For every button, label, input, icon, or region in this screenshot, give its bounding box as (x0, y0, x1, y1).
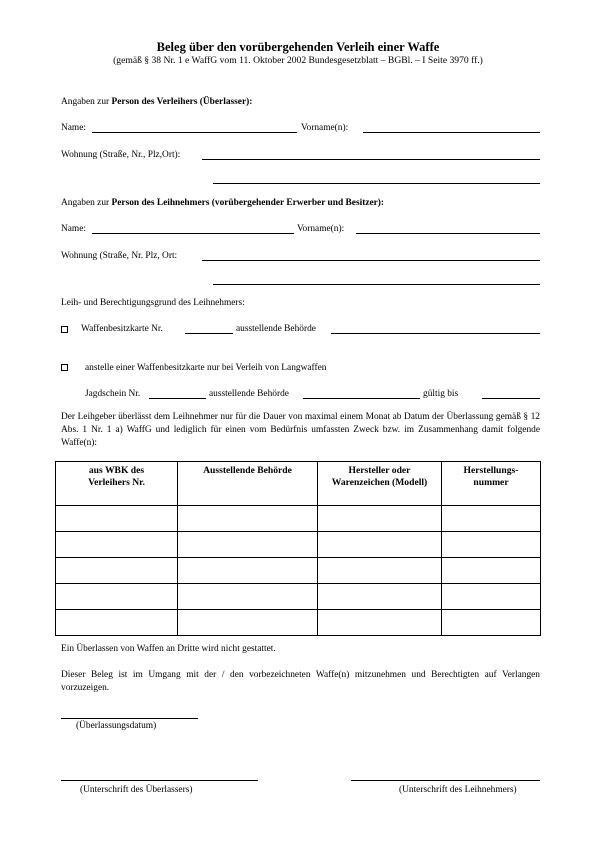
reason-heading: Leih- und Berechtigungsgrund des Leihnehmers: (61, 298, 245, 308)
table-cell[interactable] (442, 584, 541, 610)
lender-first-name-label: Vorname(n): (301, 123, 349, 133)
option-wbk-label: Waffenbesitzkarte Nr. (81, 324, 163, 334)
table-row (56, 584, 541, 610)
hunting-license-valid-label: gültig bis (423, 389, 459, 399)
column-header-manufacturer: Hersteller oder Warenzeichen (Modell) (318, 462, 442, 506)
table-header-row (56, 462, 541, 506)
table-cell[interactable] (442, 506, 541, 532)
borrower-signature-field[interactable] (351, 780, 540, 781)
table-cell[interactable] (318, 584, 442, 610)
table-cell[interactable] (178, 558, 318, 584)
borrower-heading (61, 199, 384, 208)
table-cell[interactable] (178, 532, 318, 558)
borrower-first-name-field[interactable] (356, 233, 540, 234)
lender-name-label: Name: (61, 123, 86, 133)
borrower-first-name-label: Vorname(n): (297, 224, 345, 234)
lender-address-label: Wohnung (Straße, Nr., Plz,Ort): (61, 150, 181, 160)
lender-name-field[interactable] (92, 132, 297, 133)
lender-address-field-2[interactable] (213, 183, 540, 184)
document-subtitle: (gemäß § 38 Nr. 1 e WaffG vom 11. Oktober 2002 Bundesgesetzblatt – BGBl. – I Seite 3970 ff.) (113, 55, 483, 66)
hunting-license-number-field[interactable] (149, 398, 206, 399)
table-cell[interactable] (178, 610, 318, 636)
borrower-address-field-2[interactable] (213, 284, 540, 285)
table-cell[interactable] (178, 584, 318, 610)
borrower-name-label: Name: (61, 224, 86, 234)
lender-signature-label: (Unterschrift des Überlassers) (80, 785, 193, 795)
hunting-license-label: Jagdschein Nr. (85, 389, 141, 399)
table-cell[interactable] (56, 584, 178, 610)
table-row (56, 558, 541, 584)
option-long-guns-checkbox[interactable] (61, 364, 68, 371)
table-cell[interactable] (318, 506, 442, 532)
wbk-number-field[interactable] (185, 333, 233, 334)
table-cell[interactable] (442, 532, 541, 558)
table-cell[interactable] (318, 558, 442, 584)
table-cell[interactable] (318, 610, 442, 636)
table-cell[interactable] (318, 532, 442, 558)
borrower-signature-label: (Unterschrift des Leihnehmers) (399, 785, 517, 795)
table-row (56, 506, 541, 532)
document-title: Beleg über den vorübergehenden Verleih einer Waffe (156, 40, 440, 54)
option-wbk-checkbox[interactable] (61, 326, 68, 333)
hunting-license-authority-field[interactable] (303, 398, 420, 399)
handover-date-field[interactable] (61, 718, 198, 719)
wbk-authority-field[interactable] (331, 333, 540, 334)
borrower-address-field-1[interactable] (202, 260, 540, 261)
column-header-serial-number: Herstellungs- nummer (442, 462, 541, 506)
table-cell[interactable] (442, 610, 541, 636)
table-cell[interactable] (56, 558, 178, 584)
borrower-heading-prefix: Angaben zur (61, 198, 112, 208)
table-cell[interactable] (56, 610, 178, 636)
hunting-license-valid-field[interactable] (482, 398, 540, 399)
loan-statement: Der Leihgeber überlässt dem Leihnehmer nur für die Dauer von maximal einem Monat ab Datum der Überlassung gemäß § 12 Abs. 1 Nr. 1 a) WaffG und lediglich für einen vom Bedürfnis umfassten Zweck bzw. im Zusammenhang damit folgende Waffe(n): (61, 412, 540, 448)
hunting-license-authority-label: ausstellende Behörde (209, 389, 289, 399)
option-long-guns-label: anstelle einer Waffenbesitzkarte nur bei Verleih von Langwaffen (85, 363, 327, 373)
option-wbk-authority-label: ausstellende Behörde (236, 324, 316, 334)
third-party-note: Ein Überlassen von Waffen an Dritte wird nicht gestattet. (61, 644, 276, 654)
lender-signature-field[interactable] (61, 780, 258, 781)
column-header-authority: Ausstellende Behörde (178, 462, 318, 506)
lender-address-field-1[interactable] (202, 159, 540, 160)
lender-heading-bold: Person des Verleihers (Überlasser): (111, 97, 253, 107)
table-cell[interactable] (56, 506, 178, 532)
lender-heading-prefix: Angaben zur (61, 97, 112, 107)
table-row (56, 532, 541, 558)
borrower-name-field[interactable] (92, 233, 294, 234)
table-cell[interactable] (56, 532, 178, 558)
table-row (56, 610, 541, 636)
lender-first-name-field[interactable] (363, 132, 540, 133)
table-cell[interactable] (442, 558, 541, 584)
borrower-heading-bold: Person des Leihnehmers (vorübergehender Erwerber und Besitzer): (111, 198, 385, 208)
borrower-address-label: Wohnung (Straße, Nr. Plz, Ort: (61, 251, 178, 261)
carry-note: Dieser Beleg ist im Umgang mit der / den vorbezeichneten Waffe(n) mitzunehmen und Berechtigten auf Verlangen vorzuzeigen. (61, 670, 540, 693)
weapons-table (55, 461, 541, 636)
table-cell[interactable] (178, 506, 318, 532)
handover-date-label: (Überlassungsdatum) (76, 721, 157, 731)
lender-heading (61, 98, 252, 107)
column-header-wbk: aus WBK des Verleihers Nr. (56, 462, 178, 506)
